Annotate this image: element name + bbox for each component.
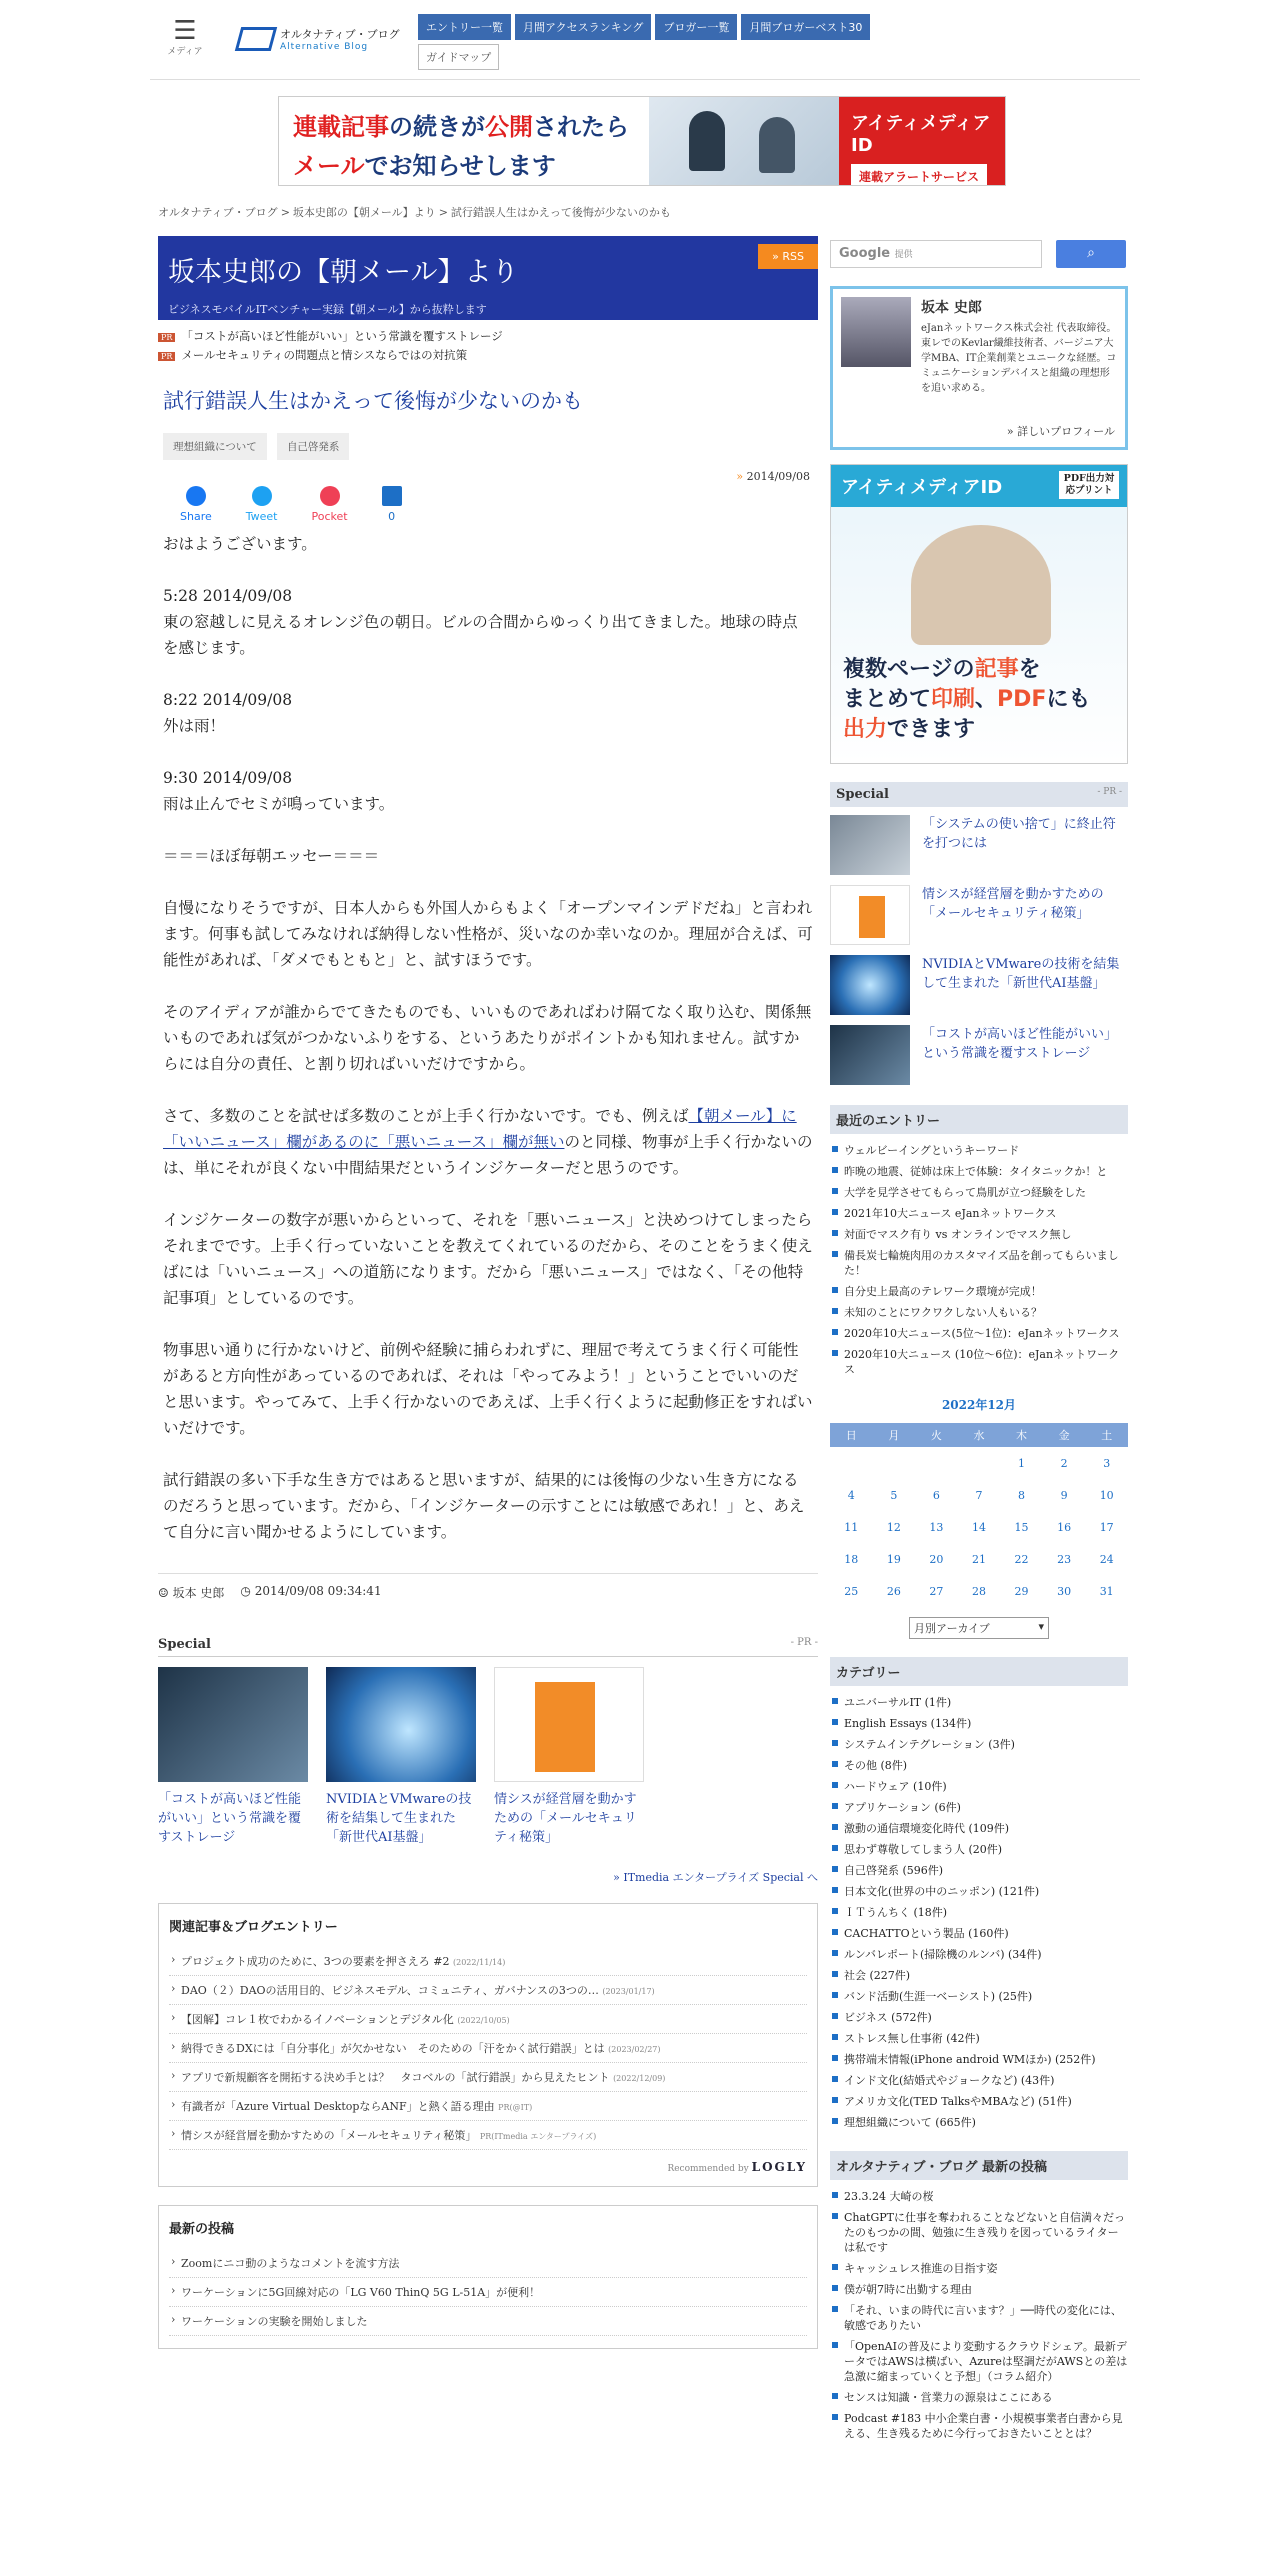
special-section xyxy=(158,1637,818,1885)
calendar-day: 7 xyxy=(975,1488,983,1502)
calendar-day xyxy=(873,1447,916,1479)
banner-word-4: されたら xyxy=(533,113,629,141)
calendar-day: 2 xyxy=(1060,1456,1068,1470)
alt-latest-item[interactable]: 「OpenAIの普及により変動するクラウドシェア。最新データではAWSは横ばい、Azureは堅調だがAWSとの差は急激に縮まっていくと予想」（コラム紹介） xyxy=(830,2336,1128,2387)
site-logo[interactable] xyxy=(238,26,400,52)
category-item[interactable]: ＩＴうんちく (18件) xyxy=(830,1902,1128,1923)
post-paragraph: 8:22 2014/09/08 外は雨！ xyxy=(163,691,293,735)
breadcrumb-blog[interactable]: 坂本史郎の【朝メール】より xyxy=(292,206,436,219)
search-input[interactable]: Google 提供 xyxy=(830,240,1042,268)
alt-latest-posts xyxy=(830,2151,1128,2444)
weekday-label: 日 xyxy=(830,1423,873,1447)
recent-item[interactable]: 2020年10大ニュース(5位〜1位)：eJanネットワークス xyxy=(830,1323,1128,1344)
special-more-link[interactable]: » ITmedia エンタープライズ Special へ xyxy=(613,1871,818,1884)
calendar-day: 8 xyxy=(1018,1488,1026,1502)
banner-photo xyxy=(649,97,839,185)
post-timestamp: ◷ 2014/09/08 09:34:41 xyxy=(240,1584,382,1598)
calendar-day: 27 xyxy=(929,1584,944,1598)
post-tags xyxy=(158,433,818,460)
recent-item[interactable]: 備長炭七輪焼肉用のカスタマイズ品を創ってもらいました！ xyxy=(830,1245,1128,1281)
calendar-day: 5 xyxy=(890,1488,898,1502)
nav-blogger-best[interactable]: 月間ブロガーベスト30 xyxy=(741,14,870,40)
nav-guide-map[interactable]: ガイドマップ xyxy=(418,44,499,70)
weekday-label: 火 xyxy=(915,1423,958,1447)
recent-item[interactable]: ウェルビーイングというキーワード xyxy=(830,1140,1128,1161)
category-item[interactable]: ユニバーサルIT (1件) xyxy=(830,1692,1128,1713)
sidebar xyxy=(830,240,1128,2444)
alt-latest-item[interactable]: 「それ、いまの時代に言います？」──時代の変化には、敏感でありたい xyxy=(830,2300,1128,2336)
alt-latest-item[interactable]: 23.3.24 大崎の桜 xyxy=(830,2186,1128,2207)
category-item[interactable]: アメリカ文化(TED TalksやMBAなど) (51件) xyxy=(830,2091,1128,2112)
calendar-day xyxy=(830,1447,873,1479)
profile-more-link[interactable]: » 詳しいプロフィール xyxy=(1006,425,1115,438)
latest-title: 最新の投稿 xyxy=(169,2222,235,2237)
calendar-day: 16 xyxy=(1057,1520,1072,1534)
author-profile xyxy=(830,286,1128,450)
categories-title: カテゴリー xyxy=(836,1666,901,1681)
post-paragraph: 自慢になりそうですが、日本人からも外国人からもよく「オープンマインデドだね」と言われます。何事も試してみなければ納得しない性格が、災いなのか幸いなのか。理屈が合えば、可能性があれば、「ダメでもともと」と、試すほうです。 xyxy=(163,899,813,969)
calendar-day: 11 xyxy=(844,1520,859,1534)
weekday-label: 木 xyxy=(1000,1423,1043,1447)
calendar-day: 28 xyxy=(971,1584,986,1598)
banner-word-2: の続きが xyxy=(389,113,485,141)
alt-latest-title: オルタナティブ・ブログ 最新の投稿 xyxy=(836,2160,1047,2175)
post-paragraph: 9:30 2014/09/08 雨は止んでセミが鳴っています。 xyxy=(163,769,395,813)
alt-latest-item[interactable]: キャッシュレス推進の目指す姿 xyxy=(830,2258,1128,2279)
category-item[interactable]: 携帯端末情報(iPhone android WMほか) (252件) xyxy=(830,2049,1128,2070)
breadcrumb: オルタナティブ・ブログ > 坂本史郎の【朝メール】より > 試行錯誤人生はかえって後悔が少ないのかも xyxy=(158,206,671,219)
main-column xyxy=(158,236,818,2349)
special-thumb xyxy=(326,1667,476,1782)
calendar-day: 20 xyxy=(929,1552,944,1566)
calendar-day: 31 xyxy=(1099,1584,1114,1598)
logo-icon xyxy=(235,27,277,51)
calendar-day: 6 xyxy=(932,1488,940,1502)
category-item[interactable]: システムインテグレーション (3件) xyxy=(830,1734,1128,1755)
search-icon: ⌕ xyxy=(1087,245,1095,261)
search-button[interactable] xyxy=(1056,240,1126,268)
calendar-day: 23 xyxy=(1057,1552,1072,1566)
calendar-day: 3 xyxy=(1103,1456,1111,1470)
category-item[interactable]: 激動の通信環境変化時代 (109件) xyxy=(830,1818,1128,1839)
post-body xyxy=(158,523,818,1545)
recent-item[interactable]: 未知のことにワクワクしない人もいる？ xyxy=(830,1302,1128,1323)
calendar-day: 10 xyxy=(1099,1488,1114,1502)
recent-item[interactable]: 対面でマスク有り vs オンラインでマスク無し xyxy=(830,1224,1128,1245)
category-item[interactable]: 理想組織について (665件) xyxy=(830,2112,1128,2133)
breadcrumb-home[interactable]: オルタナティブ・ブログ xyxy=(158,206,278,219)
post-title: 試行錯誤人生はかえって後悔が少ないのかも xyxy=(163,389,583,413)
header-nav xyxy=(418,14,938,70)
monthly-archive-select[interactable]: 月別アーカイブ ▾ xyxy=(909,1617,1049,1639)
calendar-day: 17 xyxy=(1099,1520,1114,1534)
post-date: » 2014/09/08 xyxy=(736,470,810,483)
calendar-day: 12 xyxy=(886,1520,901,1534)
category-item[interactable]: ハードウェア (10件) xyxy=(830,1776,1128,1797)
recent-item[interactable]: 2021年10大ニュース eJanネットワークス xyxy=(830,1203,1128,1224)
sb-special-item[interactable]: NVIDIAとVMwareの技術を結集して生まれた「新世代AI基盤」 xyxy=(830,955,1128,1017)
weekday-label: 金 xyxy=(1043,1423,1086,1447)
category-item[interactable]: 思わず尊敬してしまう人 (20件) xyxy=(830,1839,1128,1860)
recent-title: 最近のエントリー xyxy=(836,1114,941,1129)
alt-latest-item[interactable]: ChatGPTに仕事を奪われることなどないと自信満々だったのもつかの間、勉強に生き残りを図っているライターは私です xyxy=(830,2207,1128,2258)
post-paragraph: 物事思い通りに行かないけど、前例や経験に捕らわれずに、理屈で考えてうまく行く可能性があると方向性があっているのであれば、それは「やってみよう！」ということでいいのだと思います。やってみて、上手く行かないのであえば、上手く行くように起動修正をすればいいだけです。 xyxy=(163,1341,813,1437)
hatena-icon xyxy=(382,486,402,506)
post-paragraph: 5:28 2014/09/08 東の窓越しに見えるオレンジ色の朝日。ビルの合間からゆっくり出てきました。地球の時点を感じます。 xyxy=(163,587,798,657)
banner-word-1: 連載記事 xyxy=(293,113,389,141)
banner-badge: 連載アラートサービス xyxy=(851,164,987,186)
hamburger-icon: ☰ xyxy=(173,16,197,46)
post-paragraph: 試行錯誤の多い下手な生き方ではあると思いますが、結果的には後悔の少ない生き方になるのだろうと思っています。だから、「インジケーターの示すことには敏感であれ！」と、あえて自分に言い聞かせるようにしています。 xyxy=(163,1471,805,1541)
nav-blogger-list[interactable]: ブロガー一覧 xyxy=(655,14,737,40)
recent-item[interactable]: 2020年10大ニュース (10位〜6位)：eJanネットワークス xyxy=(830,1344,1128,1380)
sidebar-ad[interactable] xyxy=(830,464,1128,764)
post-paragraph: ＝＝＝ほぼ毎朝エッセー＝＝＝ xyxy=(163,847,380,865)
site-header xyxy=(150,0,1140,80)
facebook-share-button[interactable]: Share xyxy=(180,486,212,523)
calendar-day: 9 xyxy=(1060,1488,1068,1502)
rss-button[interactable]: » RSS xyxy=(758,244,818,269)
sb-special-thumb xyxy=(830,1025,910,1085)
calendar-day: 24 xyxy=(1099,1552,1114,1566)
logly-credit[interactable]: Recommended by LOGLY xyxy=(667,2160,807,2174)
nav-entry-list[interactable]: エントリー一覧 xyxy=(418,14,511,40)
related-item[interactable]: › プロジェクト成功のために、3つの要素を押さえろ #2 (2022/11/14) xyxy=(169,1947,807,1976)
calendar-day: 4 xyxy=(847,1488,855,1502)
sb-special-item[interactable]: 「システムの使い捨て」に終止符を打つには xyxy=(830,815,1128,877)
pocket-icon xyxy=(320,486,340,506)
banner-word-5: メール xyxy=(293,152,365,180)
calendar-day: 22 xyxy=(1014,1552,1029,1566)
pr-links xyxy=(158,328,818,363)
post-paragraph: そのアイディアが誰からでてきたものでも、いいものであればわけ隔てなく取り込む、関係無いものであれば気がつかないふりをする、というあたりがポイントかも知れません。試すからには自分の責任、と割り切ればいいだけですから。 xyxy=(163,1003,812,1073)
menu-label: メディア xyxy=(167,47,203,57)
post-paragraph: インジケーターの数字が悪いからといって、それを「悪いニュース」と決めつけてしまったらそれまでです。上手く行っていないことを教えてくれているのだから、そのことをうまく使えばには「いいニュース」への道筋になります。だから「悪いニュース」ではなく、「その他特記事項」としているのです。 xyxy=(163,1211,813,1307)
sb-special-item[interactable]: 「コストが高いほど性能がいい」という常識を覆すストレージ xyxy=(830,1025,1128,1087)
sb-special-thumb xyxy=(830,885,910,945)
related-entries xyxy=(158,1903,818,2187)
category-item[interactable]: 日本文化(世界の中のニッポン) (121件) xyxy=(830,1881,1128,1902)
weekday-label: 土 xyxy=(1085,1423,1128,1447)
related-item[interactable]: › 情シスが経営層を動かすための「メールセキュリティ秘策」 PR(ITmedia エンタープライズ) xyxy=(169,2121,807,2150)
calendar-day: 21 xyxy=(971,1552,986,1566)
sidebar-special xyxy=(830,782,1128,1087)
pr-badge: PR xyxy=(158,333,175,342)
category-item[interactable]: ルンバレポート(掃除機のルンバ) (34件) xyxy=(830,1944,1128,1965)
calendar-day: 25 xyxy=(844,1584,859,1598)
sb-special-pr: - PR - xyxy=(1097,787,1122,797)
breadcrumb-current: 試行錯誤人生はかえって後悔が少ないのかも xyxy=(450,206,671,219)
category-item[interactable]: バンド活動(生涯一ベーシスト) (25件) xyxy=(830,1986,1128,2007)
special-item[interactable]: NVIDIAとVMwareの技術を結集して生まれた「新世代AI基盤」 xyxy=(326,1667,476,1847)
latest-item[interactable]: › Zoomにニコ動のようなコメントを流す方法 xyxy=(169,2249,807,2278)
calendar-day: 15 xyxy=(1014,1520,1029,1534)
latest-posts xyxy=(158,2205,818,2349)
sb-special-item[interactable]: 情シスが経営層を動かすための「メールセキュリティ秘策」 xyxy=(830,885,1128,947)
related-item[interactable]: › 納得できるDXには「自分事化」が欠かせない そのための「汗をかく試行錯誤」とは (2023/02/27) xyxy=(169,2034,807,2063)
special-thumb xyxy=(494,1667,644,1782)
ad-copy: 複数ページの記事を まとめて印刷、PDFにも 出力できます xyxy=(843,657,1091,742)
recent-item[interactable]: 自分史上最高のテレワーク環境が完成！ xyxy=(830,1281,1128,1302)
special-pr: - PR - xyxy=(790,1637,818,1648)
logo-text-en: Alternative Blog xyxy=(280,42,369,52)
author-avatar xyxy=(841,297,911,367)
calendar xyxy=(830,1396,1128,1639)
category-item[interactable]: English Essays (134件) xyxy=(830,1713,1128,1734)
weekday-label: 水 xyxy=(958,1423,1001,1447)
calendar-day: 19 xyxy=(886,1552,901,1566)
related-item[interactable]: › 有識者が「Azure Virtual DesktopならANF」と熱く語る理由 PR(@IT) xyxy=(169,2092,807,2121)
hatena-bookmark-button[interactable]: 0 xyxy=(382,486,402,523)
category-item[interactable]: ビジネス (572件) xyxy=(830,2007,1128,2028)
profile-name: 坂本 史郎 xyxy=(921,300,982,316)
search-bar xyxy=(830,240,1128,268)
sb-special-thumb xyxy=(830,815,910,875)
profile-desc: eJanネットワークス株式会社 代表取締役。東レでのKevlar繊維技術者、バージニア大学MBA、IT企業創業とユニークな経歴。コミュニケーションデバイスと組織の理想形を追い求める。 xyxy=(921,323,1117,394)
share-buttons xyxy=(180,486,818,523)
category-item[interactable]: 自己啓発系 (596件) xyxy=(830,1860,1128,1881)
nav-monthly-ranking[interactable]: 月間アクセスランキング xyxy=(515,14,651,40)
category-item[interactable]: ストレス無し仕事術 (42件) xyxy=(830,2028,1128,2049)
calendar-day: 13 xyxy=(929,1520,944,1534)
tag-link[interactable]: 自己啓発系 xyxy=(277,433,350,460)
calendar-day: 26 xyxy=(886,1584,901,1598)
latest-item[interactable]: › ワーケーションの実験を開始しました xyxy=(169,2307,807,2336)
recent-item[interactable]: 大学を見学させてもらって鳥肌が立つ経験をした xyxy=(830,1182,1128,1203)
related-item[interactable]: › 【図解】コレ１枚でわかるイノベーションとデジタル化 (2022/10/05) xyxy=(169,2005,807,2034)
calendar-day xyxy=(915,1447,958,1479)
ad-photo xyxy=(911,525,1051,645)
sb-special-thumb xyxy=(830,955,910,1015)
post-paragraph: さて、多数のことを試せば多数のことが上手く行かないです。でも、例えば【朝メール】に「いいニュース」欄があるのに「悪いニュース」欄が無いのと同様、物事が上手く行かないのは、単にそれが良くない中間結果だというインジケーターだと思うのです。 xyxy=(163,1107,813,1177)
special-item[interactable]: 情シスが経営層を動かすための「メールセキュリティ秘策」 xyxy=(494,1667,644,1847)
alt-latest-item[interactable]: 僕が朝7時に出勤する理由 xyxy=(830,2279,1128,2300)
calendar-caption[interactable]: 2022年12月 xyxy=(941,1398,1017,1412)
special-item[interactable]: 「コストが高いほど性能がいい」という常識を覆すストレージ xyxy=(158,1667,308,1847)
category-item[interactable]: CACHATTOという製品 (160件) xyxy=(830,1923,1128,1944)
banner-word-3: 公開 xyxy=(485,113,533,141)
weekday-label: 月 xyxy=(873,1423,916,1447)
category-item[interactable]: 社会 (227件) xyxy=(830,1965,1128,1986)
blog-header xyxy=(158,236,818,320)
related-title: 関連記事＆ブログエントリー xyxy=(169,1920,338,1935)
pr-badge: PR xyxy=(158,352,175,361)
inline-link[interactable]: 【朝メール】に「いいニュース」欄があるのに「悪いニュース」欄が無い xyxy=(163,1107,797,1151)
post-meta xyxy=(158,1573,818,1601)
tag-link[interactable]: 理想組織について xyxy=(163,433,267,460)
alt-latest-item[interactable]: センスは知識・営業力の源泉はここにある xyxy=(830,2387,1128,2408)
blog-title[interactable]: 坂本史郎の【朝メール】より xyxy=(168,257,519,288)
calendar-day: 29 xyxy=(1014,1584,1029,1598)
banner-brand: アイティメディアID xyxy=(851,113,991,156)
menu-button[interactable] xyxy=(165,18,205,57)
alt-latest-item[interactable]: Podcast #183 中小企業白書・小規模事業者白書から見える、生き残るために今行っておきたいこととは？ xyxy=(830,2408,1128,2444)
author-name[interactable]: ☺ 坂本 史郎 xyxy=(158,1586,225,1600)
facebook-icon xyxy=(186,486,206,506)
related-item[interactable]: › アプリで新規顧客を開拓する決め手とは？ タコベルの「試行錯誤」から見えたヒント (2022/12/09) xyxy=(169,2063,807,2092)
related-item[interactable]: › DAO（２）DAOの活用目的、ビジネスモデル、コミュニティ、ガバナンスの3つの… (2023/01/17) xyxy=(169,1976,807,2005)
category-item[interactable]: アプリケーション (6件) xyxy=(830,1797,1128,1818)
chevron-down-icon: ▾ xyxy=(1038,1620,1044,1633)
calendar-day: 18 xyxy=(844,1552,859,1566)
top-banner-ad[interactable] xyxy=(278,96,1006,186)
categories xyxy=(830,1657,1128,2133)
ad-brand: アイティメディアID xyxy=(831,465,1127,507)
special-title: Special xyxy=(158,1637,211,1652)
logo-text-jp: オルタナティブ・ブログ xyxy=(280,28,400,41)
pocket-button[interactable]: Pocket xyxy=(312,486,348,523)
ad-tag: PDF出力対応プリント xyxy=(1059,471,1119,499)
pr-link[interactable]: PR メールセキュリティの問題点と情シスならではの対抗策 xyxy=(158,347,818,363)
calendar-day xyxy=(958,1447,1001,1479)
post-paragraph: おはようございます。 xyxy=(163,535,317,553)
banner-word-6: でお知らせします xyxy=(364,152,556,180)
twitter-icon xyxy=(252,486,272,506)
recent-item[interactable]: 昨晩の地震、従姉は床上で体験：タイタニックか！と xyxy=(830,1161,1128,1182)
category-item[interactable]: その他 (8件) xyxy=(830,1755,1128,1776)
calendar-day: 14 xyxy=(971,1520,986,1534)
special-thumb xyxy=(158,1667,308,1782)
blog-subtitle: ビジネスモバイルITベンチャー実録【朝メール】から抜粋します xyxy=(168,303,487,316)
category-item[interactable]: インド文化(結婚式やジョークなど) (43件) xyxy=(830,2070,1128,2091)
calendar-day: 30 xyxy=(1057,1584,1072,1598)
sb-special-title: Special xyxy=(836,787,889,802)
calendar-day: 1 xyxy=(1018,1456,1026,1470)
twitter-share-button[interactable]: Tweet xyxy=(246,486,278,523)
latest-item[interactable]: › ワーケーションに5G回線対応の「LG V60 ThinQ 5G L-51A」が便利！ xyxy=(169,2278,807,2307)
recent-entries xyxy=(830,1105,1128,1380)
pr-link[interactable]: PR 「コストが高いほど性能がいい」という常識を覆すストレージ xyxy=(158,328,818,344)
